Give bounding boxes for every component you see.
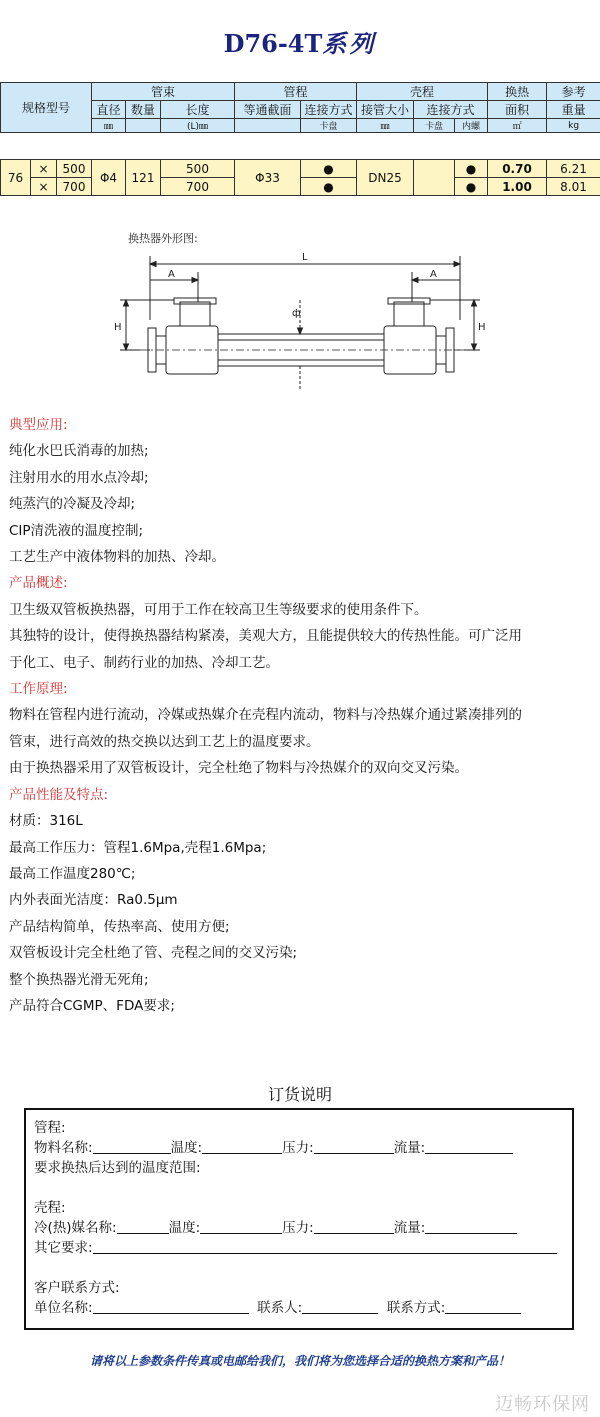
cell-times: × <box>31 178 57 196</box>
table-row <box>1 160 600 178</box>
order-shell-label: 壳程: <box>34 1200 66 1216</box>
pressure2-field[interactable] <box>314 1220 394 1234</box>
title-model: D76-4T <box>223 29 323 58</box>
section-heading-overview: 产品概述: <box>9 575 68 592</box>
temp2-field[interactable] <box>200 1220 282 1234</box>
cell-clamp-2 <box>414 160 455 196</box>
flow-label: 流量: <box>393 1140 426 1156</box>
flow-field[interactable] <box>425 1140 513 1154</box>
medium-field[interactable] <box>117 1220 169 1234</box>
application-item: 纯化水巴氏消毒的加热; <box>9 443 149 460</box>
dim-H-right-label: H <box>478 322 486 333</box>
order-contact-label: 客户联系方式: <box>34 1280 120 1296</box>
feature-line: 材质：316L <box>9 813 83 830</box>
other-field[interactable] <box>93 1240 557 1254</box>
flow2-field[interactable] <box>425 1220 517 1234</box>
cell-length: 500 <box>161 160 235 178</box>
order-form <box>24 1108 574 1330</box>
cell-area: 0.70 <box>488 160 547 178</box>
cell-clamp-dot: ● <box>301 178 357 196</box>
order-company-row <box>34 1296 521 1316</box>
feature-line: 内外表面光洁度：Ra0.5μm <box>9 892 178 909</box>
temp2-label: 温度: <box>168 1220 201 1236</box>
overview-line: 于化工、电子、制药行业的加热、冷却工艺。 <box>9 654 279 671</box>
header-area: 面积 <box>488 101 547 119</box>
header-shell-side: 壳程 <box>357 83 488 101</box>
order-range-label: 要求换热后达到的温度范围: <box>34 1160 201 1176</box>
order-tube-label: 管程: <box>34 1120 66 1136</box>
brand-watermark: 迈畅环保网 <box>495 1394 590 1415</box>
header-connection-2: 连接方式 <box>414 101 488 119</box>
cell-diameter: Φ4 <box>92 160 126 196</box>
dim-A-left-label: A <box>168 269 175 280</box>
spec-data-table <box>0 159 600 196</box>
feature-line: 双管板设计完全杜绝了管、壳程之间的交叉污染; <box>9 945 298 962</box>
cell-section: Φ33 <box>235 160 301 196</box>
header-weight: 重量 <box>547 101 600 119</box>
page-title <box>0 24 600 59</box>
order-title: 订货说明 <box>267 1085 332 1104</box>
cell-times: × <box>31 160 57 178</box>
order-material-row <box>34 1136 513 1156</box>
feature-line: 最高工作温度280℃; <box>9 865 136 882</box>
header-length: 长度 <box>161 101 235 119</box>
header-model: 规格型号 <box>1 83 92 133</box>
dim-phi-label: ф <box>292 308 301 319</box>
unit-quantity <box>126 119 161 133</box>
pressure-label: 压力: <box>282 1140 314 1156</box>
principle-line: 管束，进行高效的热交换以达到工艺上的温度要求。 <box>9 733 320 750</box>
application-item: CIP清洗液的温度控制; <box>9 522 144 539</box>
heat-exchanger-drawing <box>110 240 490 400</box>
cell-length: 700 <box>161 178 235 196</box>
cell-clamp-dot: ● <box>301 160 357 178</box>
section-heading-principle: 工作原理: <box>9 681 68 698</box>
header-bundle: 管束 <box>92 83 235 101</box>
section-heading-features: 产品性能及特点: <box>9 786 109 803</box>
unit-area: ㎡ <box>488 119 547 133</box>
cell-thread-dot: ● <box>455 160 488 178</box>
cell-model: 76 <box>1 160 31 196</box>
company-label: 单位名称: <box>34 1300 93 1316</box>
unit-thread: 内螺 <box>455 119 488 133</box>
feature-line: 产品符合CGMP、FDA要求; <box>9 997 175 1014</box>
header-section: 等通截面 <box>235 101 301 119</box>
header-port-size: 接管大小 <box>357 101 414 119</box>
unit-clamp-2: 卡盘 <box>414 119 455 133</box>
principle-line: 由于换热器采用了双管板设计，完全杜绝了物料与冷热媒介的双向交叉污染。 <box>9 760 468 777</box>
method-field[interactable] <box>445 1300 521 1314</box>
section-heading-applications: 典型应用: <box>9 417 68 433</box>
unit-diameter: ㎜ <box>92 119 126 133</box>
drawing-label: 换热器外形图: <box>128 232 198 245</box>
header-connection: 连接方式 <box>301 101 357 119</box>
order-other-row <box>34 1236 557 1256</box>
header-heat: 换热 <box>488 83 547 101</box>
cell-quantity: 121 <box>126 160 161 196</box>
unit-port: ㎜ <box>357 119 414 133</box>
title-series: 系列 <box>322 29 377 58</box>
temp-field[interactable] <box>202 1140 282 1154</box>
footer-message: 请将以上参数条件传真或电邮给我们，我们将为您选择合适的换热方案和产品！ <box>89 1354 510 1368</box>
feature-line: 产品结构简单，传热率高、使用方便; <box>9 918 230 935</box>
cell-port: DN25 <box>357 160 414 196</box>
feature-line: 最高工作压力：管程1.6Mpa,壳程1.6Mpa; <box>9 839 267 856</box>
application-item: 工艺生产中液体物料的加热、冷却。 <box>9 549 225 566</box>
cell-weight: 6.21 <box>547 160 600 178</box>
order-medium-row <box>34 1216 517 1236</box>
overview-line: 其独特的设计，使得换热器结构紧凑，美观大方，且能提供较大的传热性能。可广泛用 <box>9 628 522 645</box>
cell-size: 500 <box>57 160 92 178</box>
principle-line: 物料在管程内进行流动，冷媒或热媒介在壳程内流动，物料与冷热媒介通过紧凑排列的 <box>9 707 522 724</box>
method-label: 联系方式: <box>386 1300 446 1316</box>
cell-thread-dot: ● <box>455 178 488 196</box>
header-diameter: 直径 <box>92 101 126 119</box>
header-quantity: 数量 <box>126 101 161 119</box>
unit-section <box>235 119 301 133</box>
cell-area: 1.00 <box>488 178 547 196</box>
application-item: 纯蒸汽的冷凝及冷却; <box>9 496 136 513</box>
temp-label: 温度: <box>170 1140 203 1156</box>
dim-A-right-label: A <box>430 269 437 280</box>
material-field[interactable] <box>93 1140 171 1154</box>
person-field[interactable] <box>302 1300 378 1314</box>
description-content <box>9 412 594 1019</box>
material-label: 物料名称: <box>34 1140 93 1156</box>
cell-size: 700 <box>57 178 92 196</box>
application-item: 注射用水的用水点冷却; <box>9 469 149 486</box>
pressure-field[interactable] <box>314 1140 394 1154</box>
company-field[interactable] <box>93 1300 249 1314</box>
unit-clamp: 卡盘 <box>301 119 357 133</box>
pressure2-label: 压力: <box>282 1220 314 1236</box>
medium-label: 冷(热)媒名称: <box>34 1220 117 1236</box>
flow2-label: 流量: <box>393 1220 426 1236</box>
unit-length: (L)㎜ <box>161 119 235 133</box>
dim-H-left-label: H <box>114 322 122 333</box>
person-label: 联系人: <box>257 1300 303 1316</box>
dim-L-label: L <box>302 252 308 263</box>
cell-weight: 8.01 <box>547 178 600 196</box>
table-row <box>1 178 600 196</box>
feature-line: 整个换热器光滑无死角; <box>9 971 149 988</box>
spec-header-table <box>0 82 600 133</box>
overview-line: 卫生级双管板换热器，可用于工作在较高卫生等级要求的使用条件下。 <box>9 601 428 618</box>
other-label: 其它要求: <box>34 1240 93 1256</box>
unit-weight: kg <box>547 119 600 133</box>
header-ref: 参考 <box>547 83 600 101</box>
header-tube-side: 管程 <box>235 83 357 101</box>
